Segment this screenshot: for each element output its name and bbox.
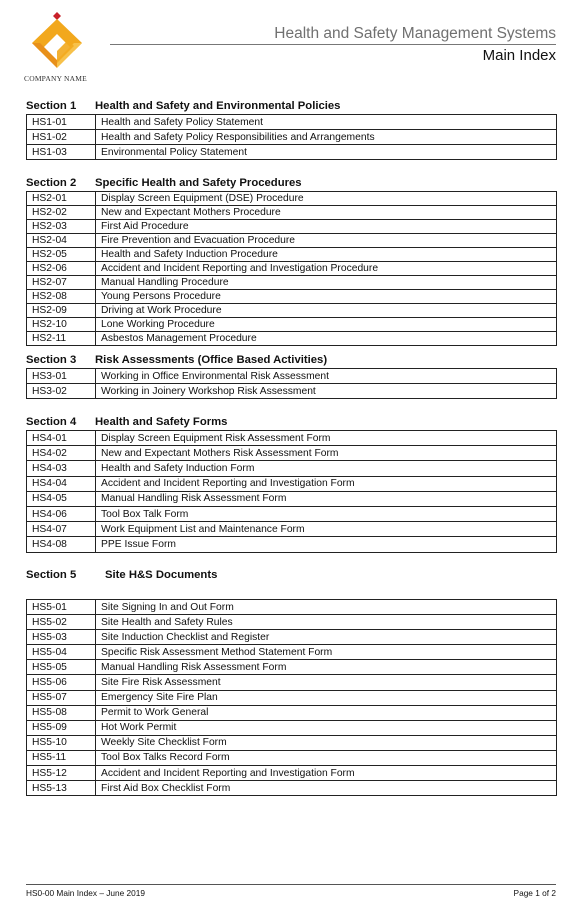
table-row — [27, 476, 557, 491]
table-row — [27, 720, 557, 735]
doc-title: Working in Joinery Workshop Risk Assessment — [96, 384, 557, 399]
table-row — [27, 690, 557, 705]
doc-code: HS2-02 — [27, 206, 96, 220]
doc-code: HS2-04 — [27, 234, 96, 248]
doc-code: HS4-07 — [27, 522, 96, 537]
table-row — [27, 491, 557, 506]
doc-code: HS1-01 — [27, 115, 96, 130]
doc-code: HS5-06 — [27, 675, 96, 690]
section-number: Section 5 — [26, 569, 77, 581]
doc-code: HS2-06 — [27, 262, 96, 276]
table-row — [27, 522, 557, 537]
table-row — [27, 290, 557, 304]
doc-code: HS1-03 — [27, 145, 96, 160]
doc-code: HS3-01 — [27, 369, 96, 384]
doc-title: Asbestos Management Procedure — [96, 332, 557, 346]
section-3 — [26, 354, 557, 399]
doc-title: Work Equipment List and Maintenance Form — [96, 522, 557, 537]
table-row — [27, 369, 557, 384]
table-row — [27, 262, 557, 276]
doc-code: HS5-10 — [27, 735, 96, 750]
section-1 — [26, 100, 557, 160]
doc-title: Site Health and Safety Rules — [96, 615, 557, 630]
section-table — [26, 599, 557, 796]
table-row — [27, 431, 557, 446]
section-number: Section 1 — [26, 100, 77, 112]
company-logo — [24, 10, 90, 83]
doc-code: HS5-05 — [27, 660, 96, 675]
doc-title: New and Expectant Mothers Risk Assessment Form — [96, 446, 557, 461]
table-row — [27, 675, 557, 690]
doc-code: HS2-07 — [27, 276, 96, 290]
doc-title: Display Screen Equipment Risk Assessment Form — [96, 431, 557, 446]
doc-title: Fire Prevention and Evacuation Procedure — [96, 234, 557, 248]
section-number: Section 3 — [26, 354, 77, 366]
section-heading — [26, 569, 557, 582]
table-row — [27, 735, 557, 750]
doc-code: HS2-10 — [27, 318, 96, 332]
table-row — [27, 304, 557, 318]
table-row — [27, 615, 557, 630]
company-name: COMPANY NAME — [24, 74, 87, 83]
doc-code: HS5-02 — [27, 615, 96, 630]
table-row — [27, 660, 557, 675]
doc-code: HS5-03 — [27, 630, 96, 645]
doc-title: Manual Handling Procedure — [96, 276, 557, 290]
section-heading — [26, 416, 557, 429]
table-row — [27, 537, 557, 552]
logo-mark-icon — [26, 10, 88, 72]
section-title: Specific Health and Safety Procedures — [95, 177, 302, 189]
doc-title: Specific Risk Assessment Method Statement Form — [96, 645, 557, 660]
doc-code: HS5-11 — [27, 750, 96, 765]
doc-title: Driving at Work Procedure — [96, 304, 557, 318]
doc-code: HS2-01 — [27, 192, 96, 206]
section-table — [26, 368, 557, 399]
doc-title: Emergency Site Fire Plan — [96, 690, 557, 705]
section-number: Section 4 — [26, 416, 77, 428]
doc-title: Weekly Site Checklist Form — [96, 735, 557, 750]
doc-title: Site Fire Risk Assessment — [96, 675, 557, 690]
table-row — [27, 766, 557, 781]
table-row — [27, 781, 557, 796]
table-row — [27, 130, 557, 145]
doc-title: Tool Box Talks Record Form — [96, 750, 557, 765]
section-title: Health and Safety Forms — [95, 416, 228, 428]
table-row — [27, 446, 557, 461]
section-title: Site H&S Documents — [105, 569, 218, 581]
footer-document-ref: HS0-00 Main Index – June 2019 — [26, 888, 146, 898]
section-table — [26, 114, 557, 160]
header-divider — [110, 44, 556, 45]
doc-code: HS5-09 — [27, 720, 96, 735]
table-row — [27, 145, 557, 160]
doc-code: HS5-01 — [27, 600, 96, 615]
table-row — [27, 332, 557, 346]
doc-code: HS2-11 — [27, 332, 96, 346]
footer-divider — [26, 884, 556, 885]
doc-code: HS5-04 — [27, 645, 96, 660]
section-5 — [26, 569, 557, 796]
table-row — [27, 248, 557, 262]
table-row — [27, 234, 557, 248]
doc-title: PPE Issue Form — [96, 537, 557, 552]
doc-code: HS4-04 — [27, 476, 96, 491]
table-row — [27, 750, 557, 765]
section-heading — [26, 100, 557, 113]
doc-title: Young Persons Procedure — [96, 290, 557, 304]
table-row — [27, 645, 557, 660]
doc-code: HS2-08 — [27, 290, 96, 304]
doc-code: HS3-02 — [27, 384, 96, 399]
doc-code: HS4-05 — [27, 491, 96, 506]
doc-title: Working in Office Environmental Risk Assessment — [96, 369, 557, 384]
doc-title: Accident and Incident Reporting and Investigation Form — [96, 476, 557, 491]
doc-code: HS5-12 — [27, 766, 96, 781]
doc-title: Permit to Work General — [96, 705, 557, 720]
doc-code: HS5-13 — [27, 781, 96, 796]
doc-title: Health and Safety Induction Procedure — [96, 248, 557, 262]
doc-code: HS4-02 — [27, 446, 96, 461]
doc-code: HS5-07 — [27, 690, 96, 705]
table-row — [27, 705, 557, 720]
doc-title: Manual Handling Risk Assessment Form — [96, 491, 557, 506]
section-2 — [26, 177, 557, 346]
section-4 — [26, 416, 557, 553]
doc-title: Health and Safety Policy Statement — [96, 115, 557, 130]
doc-code: HS4-06 — [27, 506, 96, 521]
doc-title: First Aid Procedure — [96, 220, 557, 234]
table-row — [27, 276, 557, 290]
table-row — [27, 506, 557, 521]
section-table — [26, 191, 557, 346]
section-title: Risk Assessments (Office Based Activities) — [95, 354, 328, 366]
section-heading — [26, 177, 557, 190]
footer-page-number: Page 1 of 2 — [513, 888, 556, 898]
table-row — [27, 461, 557, 476]
doc-title: Site Signing In and Out Form — [96, 600, 557, 615]
doc-code: HS5-08 — [27, 705, 96, 720]
table-row — [27, 220, 557, 234]
doc-title: Hot Work Permit — [96, 720, 557, 735]
doc-title: Accident and Incident Reporting and Investigation Form — [96, 766, 557, 781]
table-row — [27, 600, 557, 615]
doc-title: Manual Handling Risk Assessment Form — [96, 660, 557, 675]
page-subtitle: Main Index — [482, 47, 556, 64]
table-row — [27, 206, 557, 220]
table-row — [27, 630, 557, 645]
table-row — [27, 384, 557, 399]
doc-title: Lone Working Procedure — [96, 318, 557, 332]
doc-title: New and Expectant Mothers Procedure — [96, 206, 557, 220]
table-row — [27, 318, 557, 332]
doc-title: Site Induction Checklist and Register — [96, 630, 557, 645]
doc-code: HS4-03 — [27, 461, 96, 476]
doc-title: First Aid Box Checklist Form — [96, 781, 557, 796]
doc-code: HS2-03 — [27, 220, 96, 234]
doc-title: Tool Box Talk Form — [96, 506, 557, 521]
section-heading — [26, 354, 557, 367]
section-table — [26, 430, 557, 553]
doc-title: Health and Safety Induction Form — [96, 461, 557, 476]
table-row — [27, 115, 557, 130]
doc-code: HS2-09 — [27, 304, 96, 318]
doc-title: Health and Safety Policy Responsibilities and Arrangements — [96, 130, 557, 145]
doc-code: HS4-08 — [27, 537, 96, 552]
page-title: Health and Safety Management Systems — [274, 25, 556, 42]
doc-title: Accident and Incident Reporting and Investigation Procedure — [96, 262, 557, 276]
section-number: Section 2 — [26, 177, 77, 189]
doc-code: HS1-02 — [27, 130, 96, 145]
doc-code: HS2-05 — [27, 248, 96, 262]
doc-title: Display Screen Equipment (DSE) Procedure — [96, 192, 557, 206]
table-row — [27, 192, 557, 206]
doc-code: HS4-01 — [27, 431, 96, 446]
section-title: Health and Safety and Environmental Policies — [95, 100, 341, 112]
doc-title: Environmental Policy Statement — [96, 145, 557, 160]
